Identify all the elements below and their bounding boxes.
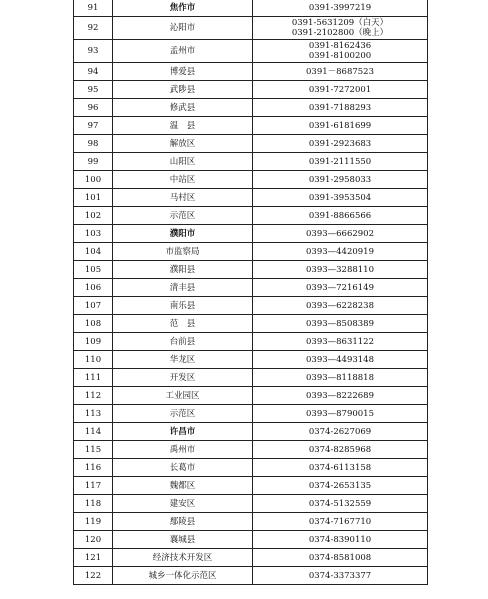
unit-name-cell: 示范区 [113, 207, 253, 225]
unit-name-cell: 范 县 [113, 315, 253, 333]
row-number-cell: 107 [74, 297, 113, 315]
unit-name-cell: 示范区 [113, 405, 253, 423]
table-row [74, 243, 428, 261]
phone-number: 0393—4420919 [306, 246, 374, 257]
phone-number: 0391-6181699 [308, 120, 372, 131]
table-row [74, 567, 428, 585]
phone-number: 0393—8790015 [306, 408, 374, 419]
row-number-cell: 114 [74, 423, 113, 441]
table-row [74, 117, 428, 135]
row-number-cell: 102 [74, 207, 113, 225]
table-row [74, 405, 428, 423]
unit-name-cell: 温 县 [113, 117, 253, 135]
phone-cell [253, 459, 428, 477]
row-number-cell: 120 [74, 531, 113, 549]
phone-number: 0391-7188293 [308, 102, 372, 113]
table-row [74, 315, 428, 333]
table-row [74, 477, 428, 495]
unit-name-cell: 建安区 [113, 495, 253, 513]
row-number-cell: 109 [74, 333, 113, 351]
phone-cell [253, 225, 428, 243]
row-number-cell: 94 [74, 63, 113, 81]
row-number-cell: 98 [74, 135, 113, 153]
phone-number: 0391-3953504 [308, 192, 372, 203]
row-number-cell: 100 [74, 171, 113, 189]
row-number-cell: 111 [74, 369, 113, 387]
table-row [74, 513, 428, 531]
unit-name-cell: 修武县 [113, 99, 253, 117]
phone-cell [253, 513, 428, 531]
table-row [74, 387, 428, 405]
phone-number: 0391-8866566 [308, 210, 372, 221]
phone-cell [253, 423, 428, 441]
phone-cell [253, 81, 428, 99]
unit-name-cell: 沁阳市 [113, 17, 253, 40]
phone-cell [253, 351, 428, 369]
row-number-cell: 108 [74, 315, 113, 333]
phone-number: 0374-6113158 [308, 462, 372, 473]
city-name-cell: 濮阳市 [113, 225, 253, 243]
unit-name-cell: 市监察局 [113, 243, 253, 261]
phone-number: 0393—8508389 [306, 318, 374, 329]
row-number-cell: 97 [74, 117, 113, 135]
phone-cell [253, 0, 428, 17]
table-row [74, 351, 428, 369]
phone-cell [253, 387, 428, 405]
phone-number: 0374-8390110 [308, 534, 372, 545]
phone-cell [253, 297, 428, 315]
phone-cell [253, 17, 428, 40]
row-number-cell: 121 [74, 549, 113, 567]
phone-cell [253, 243, 428, 261]
row-number-cell: 116 [74, 459, 113, 477]
table-row [74, 225, 428, 243]
phone-number: 0391-5631209（白天） [291, 18, 389, 28]
unit-name-cell: 濮阳县 [113, 261, 253, 279]
unit-name-cell: 中站区 [113, 171, 253, 189]
phone-cell [253, 207, 428, 225]
table-row [74, 279, 428, 297]
phone-number: 0374-8581008 [308, 552, 372, 563]
unit-name-cell: 襄城县 [113, 531, 253, 549]
phone-cell [253, 315, 428, 333]
table-row [74, 189, 428, 207]
phone-cell [253, 135, 428, 153]
table-row [74, 441, 428, 459]
phone-cell [253, 99, 428, 117]
phone-number: 0393—8631122 [306, 336, 374, 347]
row-number-cell: 99 [74, 153, 113, 171]
phone-number: 0391-2923683 [308, 138, 372, 149]
table-row [74, 423, 428, 441]
contact-table-body [74, 0, 428, 585]
phone-number: 0374-2653135 [308, 480, 372, 491]
phone-number: 0391-2958033 [308, 174, 372, 185]
phone-number: 0391－8687523 [306, 66, 374, 77]
unit-name-cell: 华龙区 [113, 351, 253, 369]
phone-cell [253, 63, 428, 81]
row-number-cell: 95 [74, 81, 113, 99]
row-number-cell: 119 [74, 513, 113, 531]
table-row [74, 369, 428, 387]
contact-table [73, 0, 428, 585]
table-row [74, 17, 428, 40]
table-row [74, 531, 428, 549]
unit-name-cell: 城乡一体化示范区 [113, 567, 253, 585]
phone-cell [253, 369, 428, 387]
phone-cell [253, 117, 428, 135]
unit-name-cell: 鄢陵县 [113, 513, 253, 531]
row-number-cell: 106 [74, 279, 113, 297]
unit-name-cell: 武陟县 [113, 81, 253, 99]
phone-cell [253, 40, 428, 63]
phone-number: 0374-3373377 [308, 570, 372, 581]
table-row [74, 63, 428, 81]
unit-name-cell: 禹州市 [113, 441, 253, 459]
phone-number: 0391-3997219 [308, 2, 372, 13]
row-number-cell: 105 [74, 261, 113, 279]
phone-number: 0393—6228238 [306, 300, 374, 311]
row-number-cell: 93 [74, 40, 113, 63]
row-number-cell: 92 [74, 17, 113, 40]
unit-name-cell: 经济技术开发区 [113, 549, 253, 567]
row-number-cell: 96 [74, 99, 113, 117]
city-name-cell: 许昌市 [113, 423, 253, 441]
phone-number: 0391-8162436 [308, 41, 372, 51]
table-row [74, 495, 428, 513]
table-row [74, 135, 428, 153]
phone-cell [253, 531, 428, 549]
phone-number: 0391-7272001 [308, 84, 372, 95]
row-number-cell: 101 [74, 189, 113, 207]
unit-name-cell: 解放区 [113, 135, 253, 153]
phone-number: 0391-8100200 [308, 51, 372, 61]
table-row [74, 171, 428, 189]
phone-number: 0391-2102800（晚上） [291, 28, 389, 38]
unit-name-cell: 清丰县 [113, 279, 253, 297]
phone-number: 0393—3288110 [306, 264, 374, 275]
phone-cell [253, 261, 428, 279]
contact-table-page [73, 0, 427, 585]
phone-number: 0374-5132559 [308, 498, 372, 509]
phone-number: 0393—8222689 [306, 390, 374, 401]
table-row [74, 333, 428, 351]
phone-cell [253, 495, 428, 513]
row-number-cell: 117 [74, 477, 113, 495]
phone-number: 0374-2627069 [308, 426, 372, 437]
phone-cell [253, 477, 428, 495]
phone-number: 0374-7167710 [308, 516, 372, 527]
row-number-cell: 112 [74, 387, 113, 405]
table-row [74, 40, 428, 63]
unit-name-cell: 长葛市 [113, 459, 253, 477]
table-row [74, 207, 428, 225]
row-number-cell: 122 [74, 567, 113, 585]
phone-cell [253, 405, 428, 423]
unit-name-cell: 南乐县 [113, 297, 253, 315]
unit-name-cell: 台前县 [113, 333, 253, 351]
phone-cell [253, 549, 428, 567]
table-row [74, 459, 428, 477]
phone-cell [253, 441, 428, 459]
row-number-cell: 113 [74, 405, 113, 423]
unit-name-cell: 孟州市 [113, 40, 253, 63]
table-row [74, 549, 428, 567]
row-number-cell: 103 [74, 225, 113, 243]
row-number-cell: 104 [74, 243, 113, 261]
phone-number: 0393—6662902 [306, 228, 374, 239]
row-number-cell: 110 [74, 351, 113, 369]
phone-number: 0391-2111550 [308, 156, 372, 167]
unit-name-cell: 山阳区 [113, 153, 253, 171]
phone-cell [253, 171, 428, 189]
row-number-cell: 115 [74, 441, 113, 459]
unit-name-cell: 马村区 [113, 189, 253, 207]
phone-cell [253, 567, 428, 585]
unit-name-cell: 魏都区 [113, 477, 253, 495]
table-row [74, 153, 428, 171]
table-row [74, 81, 428, 99]
phone-cell [253, 279, 428, 297]
phone-number: 0393—8118818 [306, 372, 374, 383]
phone-cell [253, 333, 428, 351]
table-row [74, 0, 428, 17]
table-row [74, 99, 428, 117]
phone-cell [253, 189, 428, 207]
phone-number: 0393—7216149 [306, 282, 374, 293]
row-number-cell: 118 [74, 495, 113, 513]
phone-number: 0393—4493148 [306, 354, 374, 365]
phone-cell [253, 153, 428, 171]
table-row [74, 261, 428, 279]
row-number-cell: 91 [74, 0, 113, 17]
unit-name-cell: 开发区 [113, 369, 253, 387]
unit-name-cell: 博爱县 [113, 63, 253, 81]
unit-name-cell: 工业园区 [113, 387, 253, 405]
table-row [74, 297, 428, 315]
city-name-cell: 焦作市 [113, 0, 253, 17]
phone-number: 0374-8285968 [308, 444, 372, 455]
